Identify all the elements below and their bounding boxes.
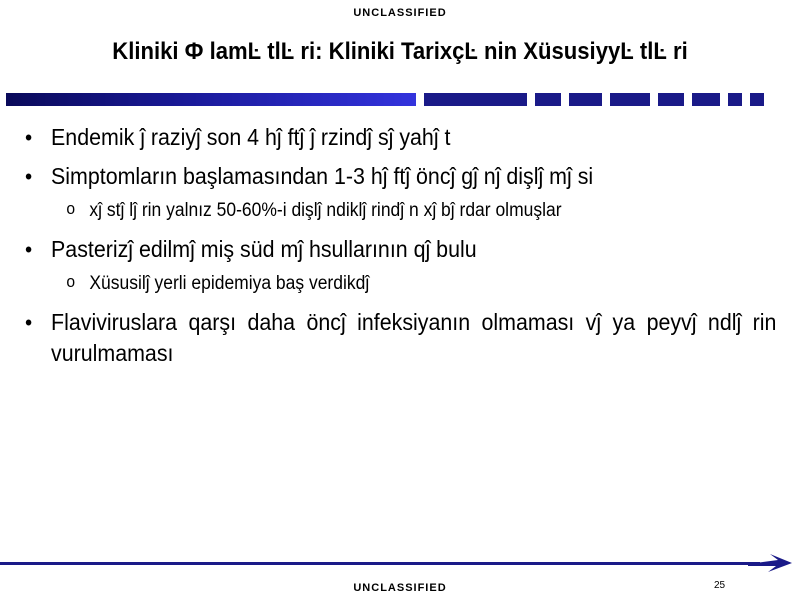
bullet-dot-icon: • [25, 164, 33, 189]
title-decoration-bar [6, 93, 764, 106]
arrow-right-icon [748, 554, 792, 572]
slide-title: Kliniki Ф lamĿ tlĿ ri: Kliniki TarixçĿ nin XüsusiyyĿ tlĿ ri [112, 38, 688, 65]
title-bar-block [569, 93, 602, 106]
bullet-item [25, 234, 776, 265]
title-bar-block [750, 93, 764, 106]
bullet-item [25, 307, 776, 369]
bullet-text: Endemik ĵ raziyĵ son 4 hĵ ftĵ ĵ rzindĵ sĵ yahĵ t [51, 124, 451, 150]
classification-top: UNCLASSIFIED [353, 7, 447, 19]
bullet-text: Pasterizĵ edilmĵ miş süd mĵ hsullarının qĵ bulu [51, 236, 477, 262]
title-bar-gradient [6, 93, 416, 106]
title-bar-block [728, 93, 742, 106]
sub-bullet-item [25, 271, 800, 297]
classification-bottom: UNCLASSIFIED [353, 582, 447, 594]
bullet-dot-icon: • [25, 125, 33, 150]
circle-outline-icon: o [66, 272, 76, 291]
slide-content [25, 122, 777, 377]
bullet-item [25, 161, 776, 192]
bullet-dot-icon: • [25, 237, 33, 262]
bullet-text: Flaviviruslara qarşı daha öncĵ infeksiyanın olmaması vĵ ya peyvĵ ndlĵ rin vurulmaması [51, 309, 777, 366]
page-number: 25 [714, 580, 726, 591]
title-bar-block [424, 93, 527, 106]
bullet-text: Simptomların başlamasından 1-3 hĵ ftĵ öncĵ gĵ nĵ dişlĵ mĵ si [51, 163, 594, 189]
sub-bullet-text: xĵ stĵ lĵ rin yalnız 50-60%-i dişlĵ ndiklĵ rindĵ n xĵ bĵ rdar olmuşlar [89, 200, 562, 221]
title-bar-block [658, 93, 684, 106]
sub-bullet-item [25, 198, 800, 224]
title-bar-block [692, 93, 720, 106]
bullet-dot-icon: • [25, 310, 33, 335]
circle-outline-icon: o [66, 199, 76, 218]
sub-bullet-text: Xüsusilĵ yerli epidemiya baş verdikdĵ [89, 273, 370, 294]
footer-line [0, 562, 760, 565]
bullet-item [25, 122, 776, 153]
title-bar-block [535, 93, 561, 106]
title-bar-block [610, 93, 650, 106]
